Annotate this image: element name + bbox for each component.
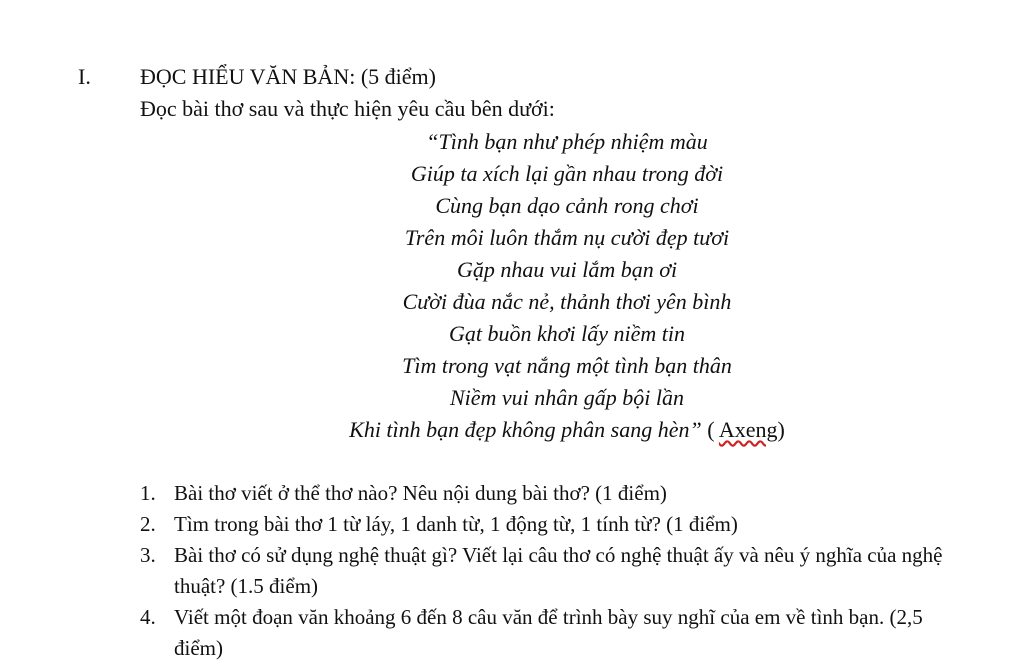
- question-number: 4.: [140, 605, 156, 629]
- poem-line: Trên môi luôn thắm nụ cười đẹp tươi: [404, 225, 730, 250]
- question-item: [140, 478, 960, 509]
- question-item: [140, 540, 960, 602]
- poem-last-line: [200, 414, 934, 446]
- question-item: [140, 509, 960, 540]
- question-text: Tìm trong bài thơ 1 từ láy, 1 danh từ, 1 động từ, 1 tính từ? (1 điểm): [174, 512, 738, 536]
- question-text: Bài thơ có sử dụng nghệ thuật gì? Viết lại câu thơ có nghệ thuật ấy và nêu ý nghĩa của nghệ thuật? (1.5 điểm): [174, 543, 943, 598]
- question-item: [140, 602, 960, 664]
- poem-line: Niềm vui nhân gấp bội lần: [449, 385, 685, 410]
- author-open-paren: (: [701, 417, 719, 442]
- question-number: 3.: [140, 543, 156, 567]
- poem-line: Gặp nhau vui lắm bạn ơi: [456, 257, 678, 282]
- section-number: I.: [78, 64, 91, 89]
- author-close-paren: ): [777, 417, 785, 442]
- poem-line: Cười đùa nắc nẻ, thảnh thơi yên bình: [402, 289, 732, 314]
- poem-line: Cùng bạn dạo cảnh rong chơi: [435, 193, 699, 218]
- poem: [200, 126, 934, 446]
- section-title: ĐỌC HIỂU VĂN BẢN: (5 điểm): [140, 64, 436, 89]
- poem-line: “Tình bạn như phép nhiệm màu: [426, 129, 708, 154]
- question-text: Bài thơ viết ở thể thơ nào? Nêu nội dung bài thơ? (1 điểm): [174, 481, 667, 505]
- poem-line: Tìm trong vạt nắng một tình bạn thân: [402, 353, 732, 378]
- poem-line: Giúp ta xích lại gần nhau trong đời: [410, 161, 724, 186]
- poem-author: [702, 417, 785, 442]
- question-number: 2.: [140, 512, 156, 536]
- author-name: Axeng: [718, 417, 778, 442]
- question-number: 1.: [140, 481, 156, 505]
- poem-line: Khi tình bạn đẹp không phân sang hèn”: [349, 417, 702, 442]
- poem-line: Gạt buồn khơi lấy niềm tin: [449, 321, 685, 346]
- question-list: [140, 478, 960, 664]
- question-text: Viết một đoạn văn khoảng 6 đến 8 câu văn để trình bày suy nghĩ của em về tình bạn. (2,5 điểm): [174, 605, 923, 660]
- instruction-text: Đọc bài thơ sau và thực hiện yêu cầu bên dưới:: [140, 96, 555, 121]
